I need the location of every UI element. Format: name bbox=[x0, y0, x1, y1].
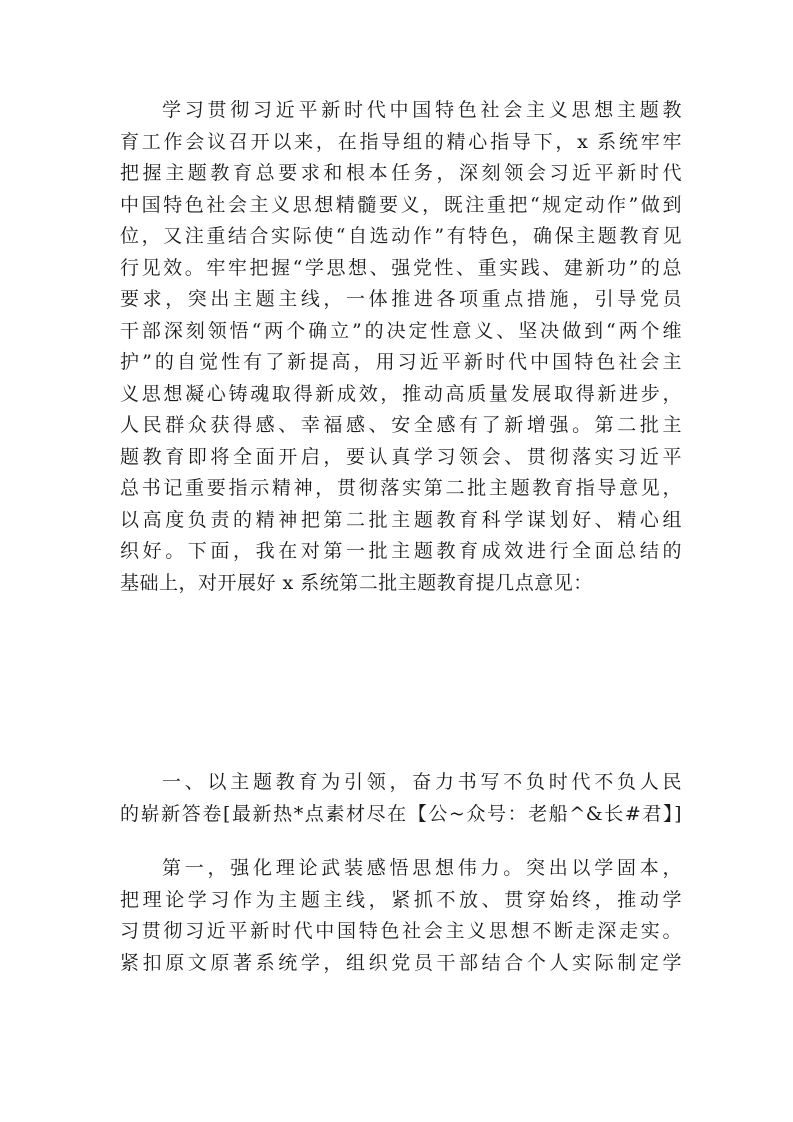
text-line: 学习贯彻习近平新时代中国特色社会主义思想主题教 bbox=[162, 99, 682, 121]
text-line: 总书记重要指示精神，贯彻落实第二批主题教育指导意见， bbox=[120, 477, 682, 499]
heading-line: 一、以主题教育为引领，奋力书写不负时代不负人民 bbox=[162, 771, 682, 793]
text-line: 把理论学习作为主题主线，紧抓不放、贯穿始终，推动学 bbox=[120, 888, 682, 911]
text-line: 育工作会议召开以来，在指导组的精心指导下，x 系统牢牢 bbox=[120, 130, 682, 153]
text-line: 第一，强化理论武装感悟思想伟力。突出以学固本， bbox=[162, 857, 682, 879]
intro-paragraph bbox=[120, 95, 682, 599]
text-line: 基础上，对开展好 x 系统第二批主题教育提几点意见： bbox=[120, 571, 593, 594]
text-line: 把握主题教育总要求和根本任务，深刻领会习近平新时代 bbox=[120, 162, 682, 184]
text-line: 行见效。牢牢把握“学思想、强党性、重实践、建新功”的总 bbox=[120, 256, 682, 279]
section-heading bbox=[120, 767, 682, 830]
text-line: 位，又注重结合实际使“自选动作”有特色，确保主题教育见 bbox=[120, 225, 682, 247]
text-line: 紧扣原文原著系统学，组织党员干部结合个人实际制定学 bbox=[120, 951, 682, 974]
text-line: 织好。下面，我在对第一批主题教育成效进行全面总结的 bbox=[120, 540, 682, 562]
text-line: 习贯彻习近平新时代中国特色社会主义思想不断走深走实。 bbox=[120, 920, 682, 942]
text-line: 干部深刻领悟“两个确立”的决定性意义、坚决做到“两个维 bbox=[120, 319, 682, 342]
heading-line: 的崭新答卷[最新热*点素材尽在【公~众号：老船^&长#君】] bbox=[120, 802, 682, 825]
text-line: 要求，突出主题主线，一体推进各项重点措施，引导党员 bbox=[120, 288, 682, 310]
text-line: 护”的自觉性有了新提高，用习近平新时代中国特色社会主 bbox=[120, 351, 682, 373]
text-line: 中国特色社会主义思想精髓要义，既注重把“规定动作”做到 bbox=[120, 193, 682, 216]
text-line: 人民群众获得感、幸福感、安全感有了新增强。第二批主 bbox=[120, 414, 682, 436]
text-line: 义思想凝心铸魂取得新成效，推动高质量发展取得新进步， bbox=[120, 382, 682, 405]
text-line: 题教育即将全面开启，要认真学习领会、贯彻落实习近平 bbox=[120, 445, 682, 468]
section-paragraph bbox=[120, 853, 682, 979]
text-line: 以高度负责的精神把第二批主题教育科学谋划好、精心组 bbox=[120, 508, 682, 531]
